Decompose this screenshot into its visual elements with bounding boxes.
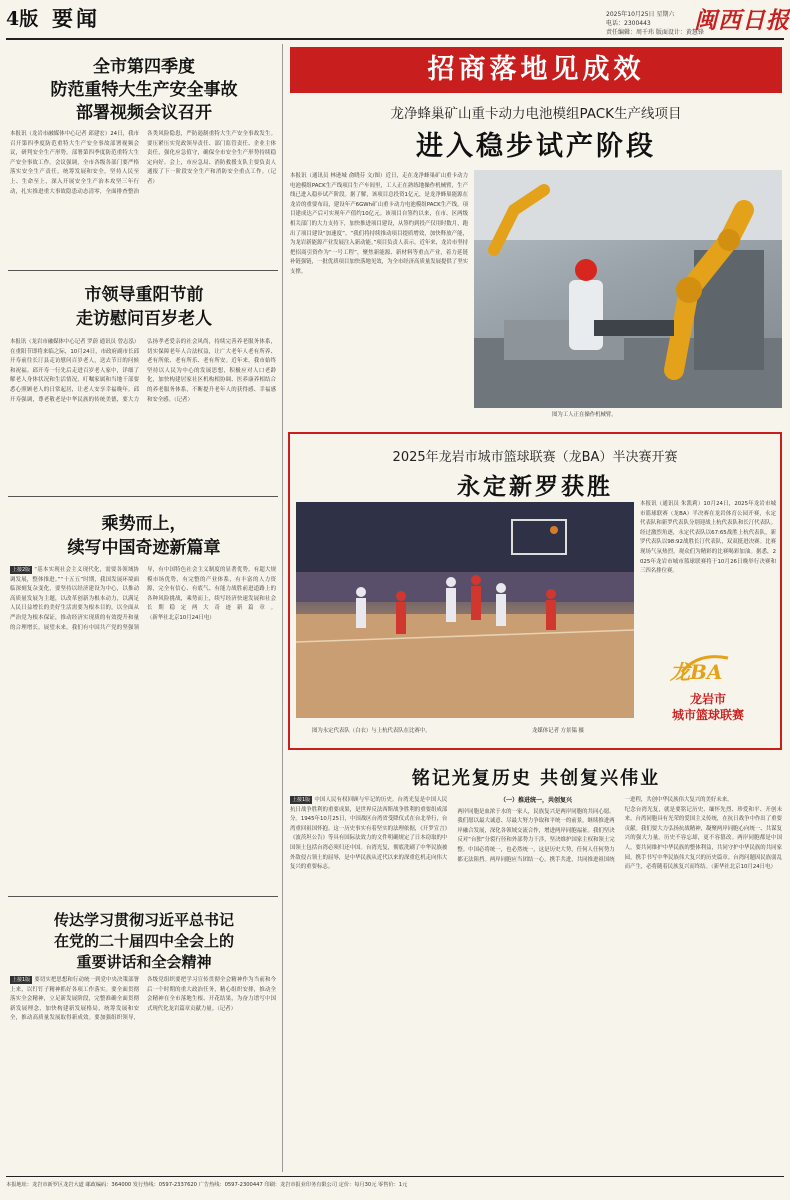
article1-headline: 全市第四季度 防范重特大生产安全事故 部署视频会议召开 (50, 57, 238, 123)
masthead-editors: 责任编辑：周千玮 版面设计：黄慧锋 (606, 29, 704, 36)
continued-tag: 上接2版 (12, 567, 31, 573)
separator (8, 496, 278, 497)
column-divider (282, 44, 283, 1172)
footer-info: 本报地址：龙岩市新罗区龙岩大道 邮政编码：364000 发行热线：0597-2337620 广告热线：0597-2300447 印刷：龙岩市报业印务有限公司 定价：每月30元 零售价：1元 (6, 1182, 408, 1188)
masthead-date: 2025年10月25日 星期六 (606, 11, 675, 18)
basketball-photo (296, 502, 634, 718)
article5-subhead: 龙净蜂巢矿山重卡动力电池模组PACK生产线项目 (390, 106, 682, 122)
section-title: 要闻 (52, 6, 100, 31)
article4-headline: 传达学习贯彻习近平总书记 在党的二十届四中全会上的 重要讲话和全会精神 (53, 911, 234, 971)
article6-headline: 永定新罗获胜 (457, 473, 613, 500)
masthead-rule (6, 38, 784, 40)
masthead-phone: 电话：2300443 (606, 20, 651, 27)
continued-tag: 上接1版 (292, 797, 311, 803)
article7-headline: 铭记光复历史 共创复兴伟业 (411, 768, 661, 789)
article6-kicker: 2025年龙岩市城市篮球联赛（龙BA）半决赛开赛 (392, 450, 678, 465)
article3-body: 上接2版 “基本实现社会主义现代化，需要各领域协调发展，整体推进。”“十五五”时期，我国发展环境面临深刻复杂变化，要坚持以经济建设为中心，以推动高质量发展为主题，以改革创新为根本动力，以满足人民日益增长的美好生活需要为根本目的，以全面从严治党为根本保证，推动经济实现质的有效提升和量的合理增长。展望未来，我们有中国共产党的坚强领导，有中国特色社会主义制度的显著优势，有超大规模市场优势，有完整的产业体系，有丰富的人力资源，完全有信心、有底气、有能力战胜前进道路上的各种风险挑战，乘势而上，续写经济快速发展和社会长期稳定两大奇迹新篇章。（新华社北京10月24日电） (10, 567, 276, 631)
article7-body: 上接1版 中国人民有权回顾与牢记的历史。台湾光复是中国人民抗日战争胜利的重要成果，是世界反法西斯战争胜利的重要组成部分。1945年10月25日，中国战区台湾省受降仪式在台北举行，台湾重回祖国怀抱。这一历史事实有着坚实的法理依据，《开罗宣言》《波茨坦公告》等具有国际法效力的文件明确规定了日本窃取的中国领土包括台湾必须归还中国。台湾光复，彻底洗刷了中华民族被外敌侵占领土的屈辱，是中华民族从近代以来的深重危机走向伟大复兴的重要标志。 （一）推进统一，共创复兴 两岸同胞是血浓于水的一家人，民族复兴是两岸同胞的共同心愿。我们愿以最大诚意、尽最大努力争取和平统一的前景，继续推进两岸融合发展，深化各领域交流合作，增进两岸同胞福祉。我们坚决反对“台独”分裂行径和外部势力干涉，坚决维护国家主权和领土完整。中国必将统一，也必然统一，这是历史大势，任何人任何势力都无法阻挡。两岸同胞应当团结一心，携手共进，共同推进祖国统一进程，共创中华民族伟大复兴的美好未来。 纪念台湾光复，就是要铭记历史、缅怀先烈、珍爱和平、开创未来。台湾同胞具有光荣的爱国主义传统，在抗日战争中作出了重要贡献。我们要大力弘扬抗战精神，凝聚两岸同胞心向统一、共谋复兴的强大力量。历史不容忘却，更不容篡改。两岸同胞都是中国人，要共同维护中华民族的整体利益，共同守护中华民族的共同家园，携手书写中华民族伟大复兴的历史篇章。台湾问题因民族弱乱而产生，必将随着民族复兴而终结。（新华社北京10月24日电） (290, 797, 782, 871)
factory-photo-caption: 图为工人正在操作机械臂。 (552, 412, 617, 418)
article1-body: 本报讯（龙岩市融媒体中心记者 邱建宏）24日，我市召开第四季度防范重特大生产安全事故部署视频会议，研判安全生产形势，部署第四季度防范重特大生产安全事故工作。会议强调，全市各级各部门要严格落实安全生产责任，统筹发展和安全，坚持人民至上、生命至上，深入开展安全生产治本攻坚三年行动，扎实推进重大事故隐患动态清零，全面排查整治各类风险隐患，严防遏制重特大生产安全事故发生。要压紧压实党政领导责任、部门监管责任、企业主体责任，强化应急值守，确保全市安全生产形势持续稳定向好。会上，市应急局、消防救援支队主要负责人通报了下一阶段安全生产和消防安全重点工作。（记者） (10, 131, 276, 195)
footer-rule (6, 1176, 784, 1177)
article5-headline: 进入稳步试产阶段 (416, 131, 656, 162)
article2-headline: 市领导重阳节前 走访慰问百岁老人 (76, 285, 212, 329)
article5-body: 本报讯（通讯员 林逊城 俞晓芬 文/图）近日，走在龙净蜂巢矿山重卡动力电池模组PACK生产线项目生产车间里，工人正在熟练地操作机械臂，生产线已进入稳步试产阶段。据了解，该项目总投资1亿元，是龙净蜂巢能源在龙岩的重要布局，建设年产6GWh矿山重卡动力电池模组PACK生产线，项目建成达产后可实现年产值约10亿元。该项目自签约以来，在市、区两级相关部门的大力支持下，加快推进项目建设，从签约到投产仅用时数月，跑出了项目建设“加速度”。“我们将持续推动项目提质增效，加快释放产能，为龙岩新能源产业发展注入新动能。”项目负责人表示。近年来，龙岩市坚持把招商引资作为“一号工程”，聚焦新能源、新材料等重点产业，着力延链补链强链，一批优质项目加快落地见效，为全市经济高质量发展提供了坚实支撑。 (290, 173, 468, 275)
longba-logo: 龙BA 龙岩市 城市篮球联赛 (640, 650, 776, 742)
article4-body: 上接1版 要切实把思想和行动统一到党中央决策部署上来，以钉钉子精神抓好各项工作落实。要全面贯彻落实全会精神，立足新发展阶段，完整准确全面贯彻新发展理念，加快构建新发展格局，统筹发展和安全，推动高质量发展取得新成效。要加强组织领导，各级党组织要把学习宣传贯彻全会精神作为当前和今后一个时期的重大政治任务，精心组织安排，推动全会精神在全市落地生根、开花结果，为奋力谱写中国式现代化龙岩篇章贡献力量。（记者） (10, 977, 276, 1022)
article3-headline: 乘势而上， 续写中国奇迹新篇章 (67, 514, 221, 558)
basketball-photo-credit: 龙媒体记者 方景韫 摄 (532, 728, 584, 734)
investment-banner: 招商落地见成效 (290, 47, 782, 93)
newspaper-logo: 闽西日报 (694, 7, 790, 34)
factory-photo (474, 170, 782, 408)
separator (8, 896, 278, 897)
continued-tag: 上接1版 (12, 977, 31, 983)
article6-body: 本报讯（通讯员 朱凯莉）10月24日，2025年龙岩市城市篮球联赛（龙BA）半决赛在龙岩体育公园开赛，永定代表队和新罗代表队分别迎战上杭代表队和长汀代表队。经过激烈角逐，永定代表队以67:65战胜上杭代表队，新罗代表队以98:92战胜长汀代表队，双双挺进决赛。比赛现场气氛热烈，观众们为精彩的比赛喝彩加油。据悉，2025年龙岩市城市篮球联赛将于10月26日晚举行决赛和三四名排位赛。 (640, 501, 776, 575)
article2-body: 本报讯（龙岩市融媒体中心记者 罗蔚 通讯员 曾志泓）在重阳节即将来临之际，10月24日，市政府副市长邱开寿前往长汀县走访慰问百岁老人，送去节日的问候和祝福。邱开寿一行先后走进百岁老人家中，详细了解老人身体状况和生活情况，叮嘱家属和当地干部要悉心照顾老人的日常起居，让老人安享幸福晚年。邱开寿强调，尊老敬老是中华民族的传统美德，要大力弘扬孝老爱亲的社会风尚，持续完善养老服务体系，切实保障老年人合法权益，让广大老年人老有所养、老有所依、老有所乐、老有所安。近年来，我市始终坚持以人民为中心的发展思想，积极应对人口老龄化，加快构建居家社区机构相协调、医养康养相结合的养老服务体系，不断提升老年人的获得感、幸福感和安全感。（记者） (10, 339, 276, 403)
article7-subhead: （一）推进统一，共创复兴 (499, 797, 572, 804)
separator (8, 270, 278, 271)
basketball-photo-caption: 图为永定代表队（白衣）与上杭代表队在比赛中。 (312, 728, 431, 734)
page-number: 4版 (6, 8, 39, 30)
